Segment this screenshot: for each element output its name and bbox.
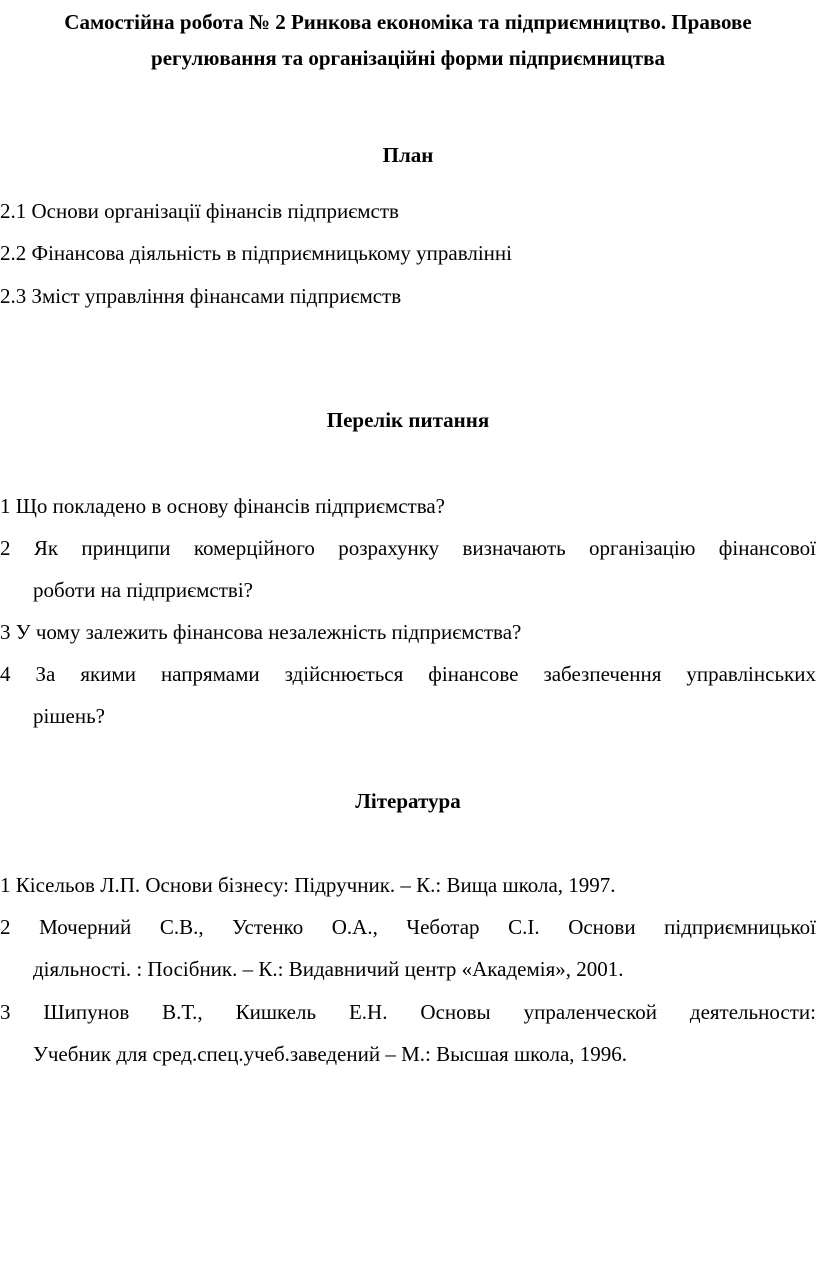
literature-item-2-line-1: 2 Мочерний С.В., Устенко О.А., Чеботар С.І. Основи підприємницької	[0, 915, 816, 939]
question-2-line-2: роботи на підприємстві?	[33, 578, 253, 602]
question-4-line-2: рішень?	[33, 704, 105, 728]
plan-heading: План	[382, 143, 434, 167]
document-title-line-1: Самостійна робота № 2 Ринкова економіка та підприємництво. Правове	[64, 10, 752, 34]
plan-item-3: 2.3 Зміст управління фінансами підприємств	[0, 284, 402, 308]
literature-item-2-line-2: діяльності. : Посібник. – К.: Видавничий центр «Академія», 2001.	[33, 957, 624, 981]
plan-item-2: 2.2 Фінансова діяльність в підприємницькому управлінні	[0, 241, 512, 265]
document-title-line-2: регулювання та організаційні форми підприємництва	[151, 46, 665, 70]
question-3: 3 У чому залежить фінансова незалежність підприємства?	[0, 620, 522, 644]
question-4-line-1: 4 За якими напрямами здійснюється фінансове забезпечення управлінських	[0, 662, 816, 686]
literature-heading: Література	[355, 789, 461, 813]
literature-item-3-line-2: Учебник для сред.спец.учеб.заведений – М.: Высшая школа, 1996.	[33, 1042, 628, 1066]
literature-item-1: 1 Кісельов Л.П. Основи бізнесу: Підручник. – К.: Вища школа, 1997.	[0, 873, 616, 897]
literature-item-3-line-1: 3 Шипунов В.Т., Кишкель Е.Н. Основы упраленческой деятельности:	[0, 1000, 816, 1024]
questions-heading: Перелік питання	[326, 408, 490, 432]
question-2-line-1: 2 Як принципи комерційного розрахунку визначають організацію фінансової	[0, 536, 816, 560]
plan-item-1: 2.1 Основи організації фінансів підприємств	[0, 199, 399, 223]
question-1: 1 Що покладено в основу фінансів підприємства?	[0, 494, 445, 518]
